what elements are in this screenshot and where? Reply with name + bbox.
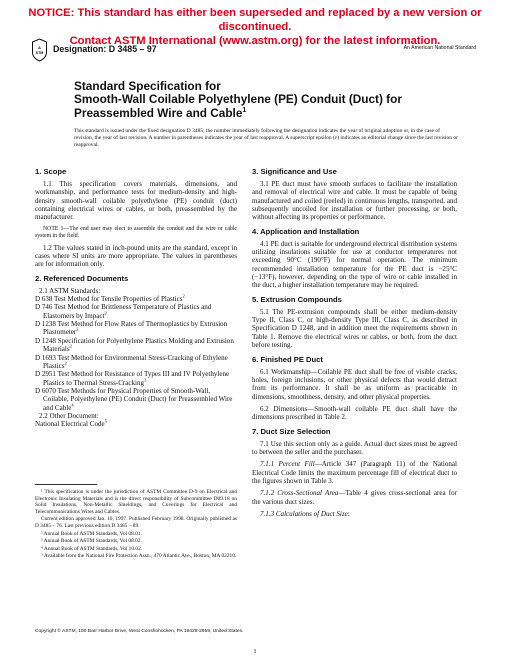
document-title	[74, 80, 454, 120]
footnote: ¹ This specification is under the jurisdiction of ASTM Committee D-9 on Electrical and Electronic Insulating Materials and is the direct responsibility of Subcommittee D09.18 on Solid Insulations, Non-Metallic Shieldings, and Coverings for Electrical and Telecommunications Wires and Cables.	[35, 489, 237, 515]
designation: Designation: D 3485 – 97	[53, 44, 157, 54]
copyright-line: Copyright © ASTM, 100 Barr Harbor Drive, West Conshohocken, PA 19428-2959, United States.	[35, 629, 244, 634]
reference-item: National Electrical Code$^5$	[35, 418, 107, 429]
section-application	[252, 227, 457, 290]
section-scope	[35, 167, 237, 269]
notice-line-1: NOTICE: This standard has either been superseded and replaced by a new version or discontinued.	[28, 7, 482, 33]
publisher-label: An American National Standard	[403, 45, 476, 51]
reference-item: D 1248 Specification for Polyethylene Plastics Molding and Extrusion Materials$^2$	[35, 336, 234, 354]
svg-text:STM: STM	[35, 51, 44, 55]
reference-item: D 6070 Test Methods for Physical Properties of Smooth-Wall, Coilable, Polyethylene (PE) Conduit (Duct) for Preassembled Wire and Cable$^4$	[35, 386, 233, 412]
section-heading: 5. Extrusion Compounds	[252, 294, 342, 304]
section-heading: 1. Scope	[35, 167, 67, 176]
footnote: ² Annual Book of ASTM Standards, Vol 08.01.	[41, 530, 142, 537]
paragraph: 7.1.2 Cross-Sectional Area—Table 4 gives cross-sectional area for the various duct sizes.	[252, 489, 457, 506]
section-extrusion	[252, 295, 457, 350]
section-heading: 6. Finished PE Duct	[252, 354, 323, 364]
paragraph: 5.1 The PE-extrusion compounds shall be either medium-density Type II, Class C, or high-density Type III, Class C, as described in Specification D 1248, and in addition meet the requirements shown in Table 1. Remove the electrical wires or cables, or both, from the duct before testing.	[252, 307, 457, 350]
paragraph: 1.2 The values stated in inch-pound units are the standard, except in cases where SI units are more appropriate. The values in parentheses are for information only.	[35, 243, 237, 269]
subsection-label: 2.2 Other Document:	[39, 411, 99, 420]
left-column	[35, 167, 237, 434]
section-heading: 7. Duct Size Selection	[252, 426, 331, 436]
paragraph: 4.1 PE duct is suitable for underground electrical distribution systems utilizing insulations suitable for use at conductor temperatures not exceeding 90°C (190°F) for normal operation. The minimum recommended installation temperature for the PE duct is −25°C (−13°F), however, depending on the type of wire or cable installed in the duct, a higher installation temperature may be required.	[252, 239, 457, 290]
title-line-1: Standard Specification for	[74, 79, 221, 93]
footnote: ⁴ Annual Book of ASTM Standards, Vol 10.02.	[41, 545, 143, 552]
reference-item: D 1238 Test Method for Flow Rates of Thermoplastics by Extrusion Plastometer$^2$	[35, 320, 228, 337]
section-referenced-documents	[35, 274, 237, 429]
section-heading: 2. Referenced Documents	[35, 273, 129, 283]
supersession-notice	[0, 6, 510, 48]
footnotes	[35, 484, 237, 561]
section-duct-size	[252, 427, 457, 519]
reference-item: D 746 Test Method for Brittleness Temperature of Plastics and Elastomers by Impact$^2$	[35, 303, 212, 320]
svg-text:A: A	[38, 45, 41, 50]
title-footnote-marker: 1	[242, 106, 247, 114]
note: NOTE 1—The end user may elect to assemble the conduit and the wire or cable system in the field.	[35, 225, 237, 239]
paragraph: 7.1.3 Calculations of Duct Size:	[260, 509, 350, 518]
footnote-divider	[35, 484, 97, 485]
title-line-3: Preassembled Wire and Cable$^1$	[74, 105, 247, 120]
section-heading: 3. Significance and Use	[252, 167, 337, 176]
reference-item: D 2951 Test Method for Resistance of Types III and IV Polyethylene Plastics to Thermal Stress-Cracking$^3$	[35, 370, 230, 387]
paragraph: 3.1 PE duct must have smooth surfaces to facilitate the installation and removal of electrical wire and cable. It must be capable of being manufactured and coiled (reeled) in continuous lengths, transported, and subsequently uncoiled for installation or further processing, or both, without affecting its properties or performance.	[252, 180, 457, 222]
issuance-statement: This standard is issued under the fixed designation D 3485; the number immediately following the designation indicates the year of original adoption or, in the case of revision, the year of last revision. A number in parentheses indicates the year of last reapproval. A superscript epsilon (ε) indicates an editorial change since the last revision or reapproval.	[74, 128, 458, 148]
reference-item: D 1693 Test Method for Environmental Stress-Cracking of Ethylene Plastics$^2$	[35, 353, 228, 370]
paragraph: 7.1.1 Percent Fill—Article 347 (Paragraph 11) of the National Electrical Code limits the maximum percentage fill of electrical duct to the figures shown in Table 3.	[252, 460, 457, 485]
notice-line-2: Contact ASTM International (www.astm.org) for the latest information.	[69, 35, 441, 47]
footnote: ³ Annual Book of ASTM Standards, Vol 08.02.	[41, 538, 142, 545]
paragraph: 7.1 Use this section only as a guide. Actual duct sizes must be agreed to between the seller and the purchaser.	[252, 439, 457, 456]
paragraph: 6.2 Dimensions—Smooth-wall coilable PE duct shall have the dimensions prescribed in Table 2.	[252, 404, 457, 422]
page-number: 1	[253, 648, 257, 655]
section-significance	[252, 167, 457, 222]
subsection-label: 2.1 ASTM Standards:	[39, 286, 101, 295]
title-line-2: Smooth-Wall Coilable Polyethylene (PE) Conduit (Duct) for	[74, 92, 402, 107]
footnote: ⁵ Available from the National Fire Protection Assn., 470 Atlantic Ave., Boston, MA 02210.	[41, 553, 237, 560]
paragraph: 6.1 Workmanship—Coilable PE duct shall be free of visible cracks, holes, foreign inclusions, or other physical defects that would detract from its performance. It shall be as uniform as practicable in dimensions, smoothness, density, and other physical properties.	[252, 367, 457, 401]
right-column	[252, 167, 457, 523]
paragraph: 1.1 This specification covers materials, dimensions, and workmanship, and performance tests for medium-density and high-density smooth-wall coilable polyethylene (PE) conduit (duct) containing electrical wires or cables, or both, preassembled by the manufacturer.	[35, 180, 237, 222]
footnote: Current edition approved Jan. 10, 1997. Published February 1998. Originally published as D 3485 – 76. Last previous edition D 3485 – 89.	[35, 516, 237, 529]
reference-item: D 638 Test Method for Tensile Properties of Plastics$^2$	[35, 293, 185, 304]
astm-logo-icon	[31, 38, 48, 62]
section-finished-duct	[252, 355, 457, 422]
section-heading: 4. Application and Installation	[252, 226, 360, 236]
